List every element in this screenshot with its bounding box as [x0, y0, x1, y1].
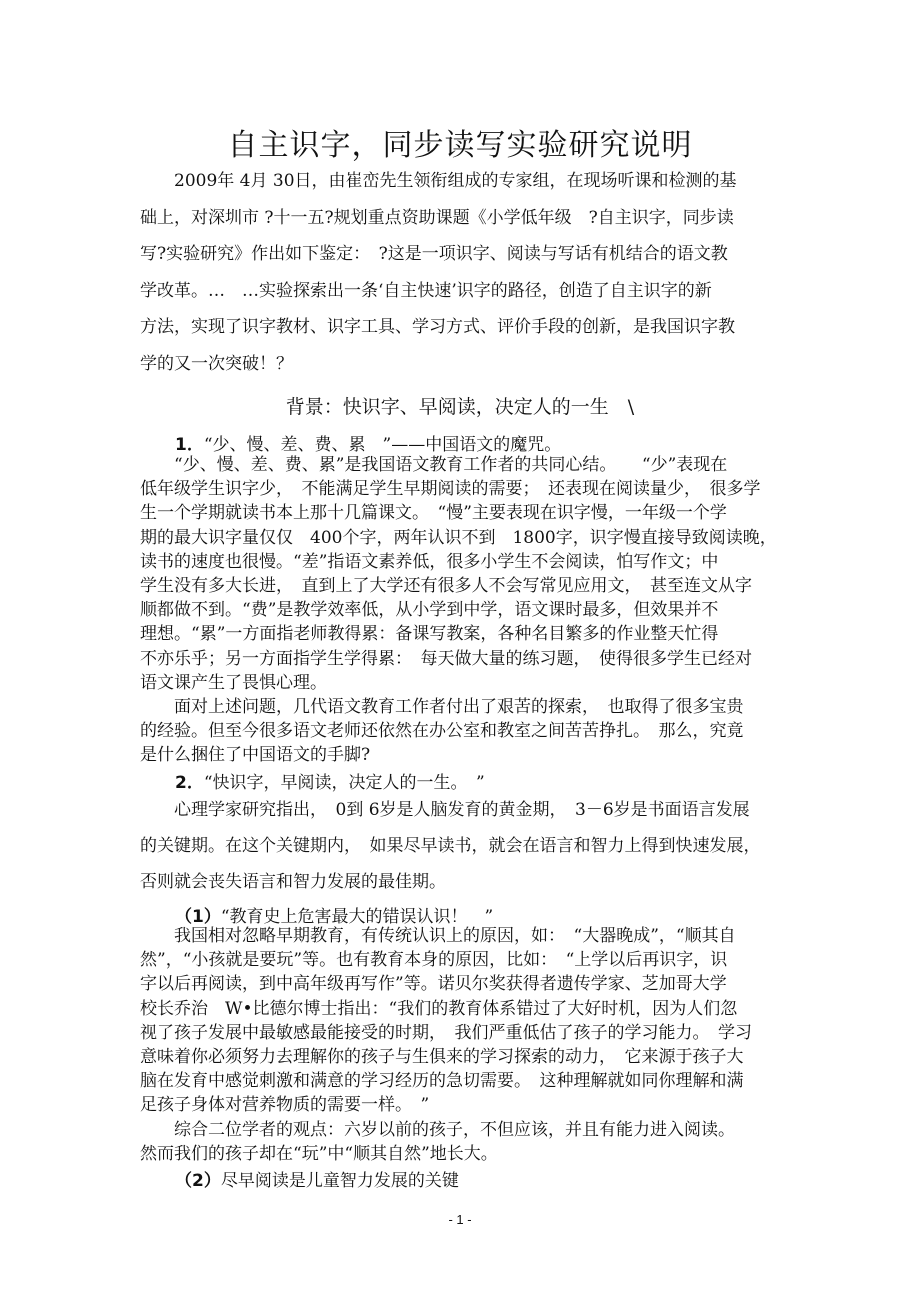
- intro-paragraph: [140, 163, 790, 382]
- text-line: 意味着你必须努力去理解你的孩子与生俱来的学习探索的动力， 它来源于孩子大: [140, 1047, 744, 1068]
- text-line: 期的最大识字量仅仅 400个字，两年认识不到 1800字，识字慢直接导致阅读晚，: [140, 527, 777, 548]
- text-line: 面对上述问题，几代语文教育工作者付出了艰苦的探索， 也取得了很多宝贵: [140, 697, 744, 718]
- subheading-2: [175, 768, 485, 793]
- subheading-number: （1）: [175, 907, 221, 927]
- section-heading: 背景：快识字、早阅读，决定人的一生 \: [285, 396, 635, 418]
- text-line: 础上，对深圳市 ?十一五?规划重点资助课题《小学低年级 ?自主识字，同步读: [140, 207, 734, 228]
- text-line: 生一个学期就读书本上那十几篇课文。 “慢”主要表现在识字慢，一年级一个学: [140, 503, 727, 524]
- text-line: 视了孩子发展中最敏感最能接受的时期， 我们严重低估了孩子的学习能力。 学习: [140, 1022, 752, 1043]
- text-line: 的关键期。在这个关键期内， 如果尽早读书，就会在语言和智力上得到快速发展，: [140, 836, 761, 856]
- subheading-text: “快识字，早阅读，决定人的一生。 ”: [203, 773, 485, 793]
- subheading-4: [175, 1166, 459, 1191]
- text-line: 顺都做不到。“费”是教学效率低，从小学到中学，语文课时最多，但效果并不: [140, 600, 719, 621]
- subheading-1: [175, 430, 561, 455]
- subheading-number: （2）: [175, 1171, 221, 1191]
- text-line: 低年级学生识字少， 不能满足学生早期阅读的需要； 还表现在阅读量少， 很多学: [140, 479, 761, 500]
- text-line: 语文课产生了畏惧心理。: [140, 672, 327, 693]
- text-line: 否则就会丧失语言和智力发展的最佳期。: [140, 872, 446, 892]
- text-line: 我国相对忽略早期教育，有传统认识上的原因，如： “大器晚成”，“顺其自: [140, 926, 736, 946]
- text-line: 心理学家研究指出， 0到 6岁是人脑发育的黄金期， 3－6岁是书面语言发展: [140, 800, 750, 820]
- page-number: - 1 -: [448, 1212, 472, 1227]
- text-line: 是什么捆住了中国语文的手脚?: [140, 745, 371, 766]
- text-line: 然而我们的孩子却在“玩”中“顺其自然”地长大。: [140, 1143, 498, 1164]
- subheading-text: 尽早阅读是儿童智力发展的关键: [220, 1171, 459, 1191]
- text-line: 综合二位学者的观点：六岁以前的孩子，不但应该，并且有能力进入阅读。: [140, 1119, 735, 1140]
- text-line: 学的又一次突破！？: [140, 353, 293, 374]
- text-line: 读书的速度也很慢。“差”指语文素养低，很多小学生不会阅读，怕写作文；中: [140, 551, 719, 572]
- text-line: 然”，“小孩就是要玩”等。也有教育本身的原因，比如： “上学以后再识字，识: [140, 950, 728, 971]
- text-line: 足孩子身体对营养物质的需要一样。 ”: [140, 1095, 430, 1116]
- subheading-text: “教育史上危害最大的错误认识！ ”: [220, 907, 494, 927]
- subheading-text: “少、慢、差、费、累 ”——中国语文的魔咒。: [203, 435, 562, 455]
- paragraph-3: [140, 924, 790, 1166]
- text-line: 理想。“累”一方面指老师教得累：备课写教案，各种名目繁多的作业整天忙得: [140, 624, 719, 645]
- text-line: 校长乔治 W•比德尔博士指出：“我们的教育体系错过了大好时机，因为人们忽: [140, 998, 738, 1019]
- text-line: 字以后再阅读，到中高年级再写作”等。诺贝尔奖获得者遗传学家、芝加哥大学: [140, 974, 727, 995]
- text-line: 脑在发育中感觉刺激和满意的学习经历的急切需要。 这种理解就如同你理解和满: [140, 1071, 744, 1092]
- document-title: 自主识字，同步读写实验研究说明: [227, 128, 693, 163]
- paragraph-1: [140, 453, 790, 768]
- text-line: 写?实验研究》作出如下鉴定： ?这是一项识字、阅读与写话有机结合的语文教: [140, 244, 728, 264]
- text-line: 2009年 4月 30日，由崔峦先生领衔组成的专家组，在现场听课和检测的基: [140, 171, 737, 191]
- text-line: 的经验。但至今很多语文老师还依然在办公室和教室之间苦苦挣扎。 那么，究竟: [140, 721, 744, 742]
- text-line: “少、慢、差、费、累”是我国语文教育工作者的共同心结。 “少”表现在: [140, 455, 728, 475]
- paragraph-2: [140, 792, 790, 900]
- text-line: 学改革。… …实验探索出一条‘自主快速’识字的路径，创造了自主识字的新: [140, 280, 712, 301]
- subheading-number: 1．: [175, 435, 204, 455]
- text-line: 方法，实现了识字教材、识字工具、学习方式、评价手段的创新，是我国识字教: [140, 317, 735, 337]
- text-line: 学生没有多大长进， 直到上了大学还有很多人不会写常见应用文， 甚至连文从字: [140, 576, 752, 597]
- subheading-number: 2．: [175, 773, 204, 793]
- text-line: 不亦乐乎；另一方面指学生学得累： 每天做大量的练习题， 使得很多学生已经对: [140, 648, 752, 669]
